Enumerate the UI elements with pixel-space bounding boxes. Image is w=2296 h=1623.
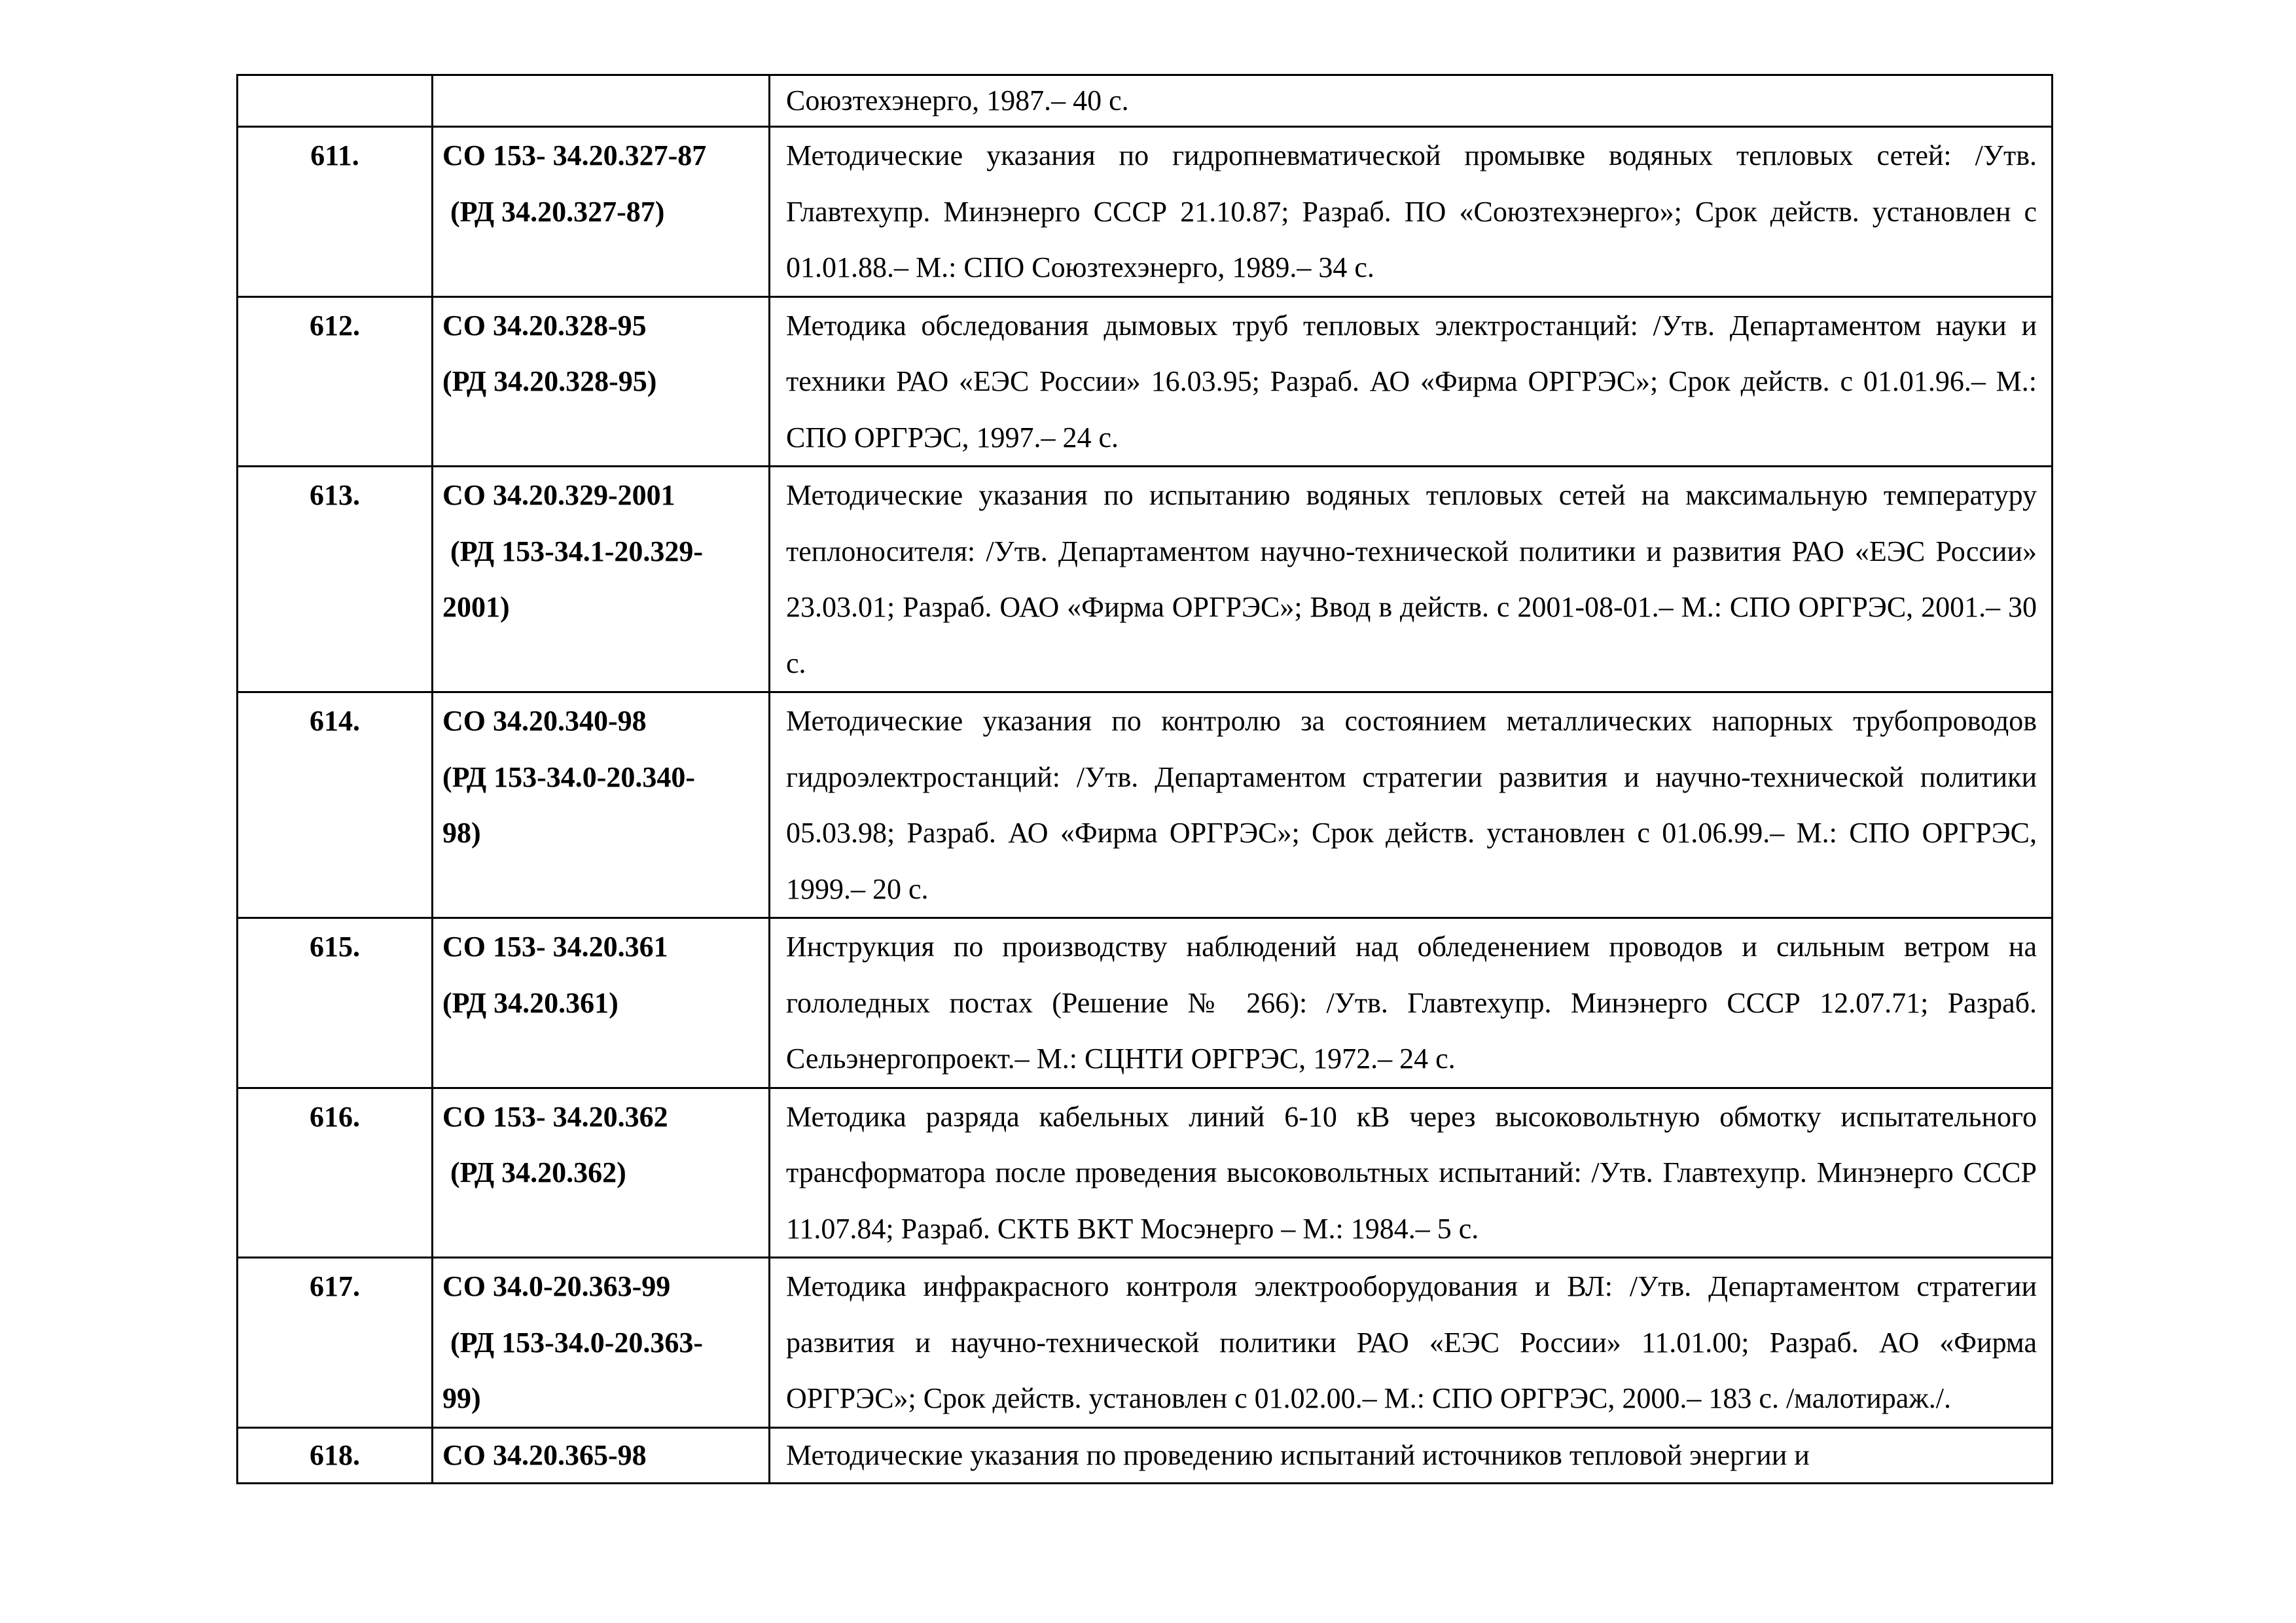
row-number: 612. — [238, 296, 433, 467]
code-line: СО 153- 34.20.361 — [442, 931, 668, 963]
document-description: Методика разряда кабельных линий 6-10 кВ через высоковольтную обмотку испытательного трансформатора после проведения высоковольтных испытаний: /Утв. Главтехупр. Минэнерго СССР 11.07.84; Разраб. СКТБ ВКТ Мосэнерго – М.: 1984.– 5 с. — [770, 1088, 2053, 1258]
table-row — [238, 467, 2053, 692]
table-row — [238, 1088, 2053, 1258]
document-code — [433, 1258, 770, 1428]
document-code — [433, 296, 770, 467]
code-line: СО 34.20.365-98 — [442, 1438, 647, 1471]
code-line: (РД 34.20.328-95) — [442, 365, 657, 397]
row-number: 611. — [238, 127, 433, 297]
document-description: Методика инфракрасного контроля электрооборудования и ВЛ: /Утв. Департаментом стратегии развития и научно-технической политики РАО «ЕЭС России» 11.01.00; Разраб. АО «Фирма ОРГРЭС»; Срок действ. установлен с 01.02.00.– М.: СПО ОРГРЭС, 2000.– 183 с. /малотираж./. — [770, 1258, 2053, 1428]
document-table — [236, 74, 2053, 1484]
document-code — [433, 1088, 770, 1258]
code-line: 2001) — [442, 591, 510, 623]
document-code — [433, 127, 770, 297]
table-row — [238, 127, 2053, 297]
row-number: 616. — [238, 1088, 433, 1258]
code-line: (РД 34.20.362) — [450, 1156, 626, 1188]
table-row — [238, 1258, 2053, 1428]
table-row — [238, 75, 2053, 127]
document-code — [433, 1427, 770, 1483]
code-line: СО 34.20.329-2001 — [442, 479, 675, 511]
row-number: 613. — [238, 467, 433, 692]
table-row — [238, 918, 2053, 1088]
code-line: (РД 153-34.0-20.340- — [442, 760, 696, 793]
table-row — [238, 692, 2053, 918]
document-code — [433, 467, 770, 692]
code-line: СО 34.20.328-95 — [442, 309, 647, 342]
row-number — [238, 75, 433, 127]
document-description: Методические указания по проведению испытаний источников тепловой энергии и — [770, 1427, 2053, 1483]
code-line: 99) — [442, 1382, 481, 1414]
document-code — [433, 692, 770, 918]
document-code — [433, 918, 770, 1088]
row-number: 618. — [238, 1427, 433, 1483]
code-line: СО 34.20.340-98 — [442, 705, 647, 737]
table-row — [238, 296, 2053, 467]
document-description: Методические указания по контролю за состоянием металлических напорных трубопроводов гидроэлектростанций: /Утв. Департаментом стратегии развития и научно-технической политики 05.03.98; Разраб. АО «Фирма ОРГРЭС»; Срок действ. установлен с 01.06.99.– М.: СПО ОРГРЭС, 1999.– 20 с. — [770, 692, 2053, 918]
code-line: 98) — [442, 817, 481, 849]
code-line: СО 34.0-20.363-99 — [442, 1270, 671, 1302]
code-line: (РД 153-34.0-20.363- — [450, 1326, 704, 1359]
table-row — [238, 1427, 2053, 1483]
code-line: СО 153- 34.20.327-87 — [442, 139, 707, 171]
document-description: Инструкция по производству наблюдений над обледенением проводов и сильным ветром на гололедных постах (Решение № 266): /Утв. Главтехупр. Минэнерго СССР 12.07.71; Разраб. Сельэнергопроект.– М.: СЦНТИ ОРГРЭС, 1972.– 24 с. — [770, 918, 2053, 1088]
row-number: 617. — [238, 1258, 433, 1428]
row-number: 614. — [238, 692, 433, 918]
document-description: Методические указания по испытанию водяных тепловых сетей на максимальную температуру теплоносителя: /Утв. Департаментом научно-технической политики и развития РАО «ЕЭС России» 23.03.01; Разраб. ОАО «Фирма ОРГРЭС»; Ввод в действ. с 2001-08-01.– М.: СПО ОРГРЭС, 2001.– 30 с. — [770, 467, 2053, 692]
code-line: (РД 34.20.327-87) — [450, 195, 665, 228]
document-description: Союзтехэнерго, 1987.– 40 с. — [770, 75, 2053, 127]
code-line: СО 153- 34.20.362 — [442, 1100, 668, 1133]
code-line: (РД 34.20.361) — [442, 986, 619, 1019]
code-line: (РД 153-34.1-20.329- — [450, 535, 704, 567]
document-description: Методические указания по гидропневматической промывке водяных тепловых сетей: /Утв. Главтехупр. Минэнерго СССР 21.10.87; Разраб. ПО «Союзтехэнерго»; Срок действ. установлен с 01.01.88.– М.: СПО Союзтехэнерго, 1989.– 34 с. — [770, 127, 2053, 297]
document-description: Методика обследования дымовых труб тепловых электростанций: /Утв. Департаментом науки и техники РАО «ЕЭС России» 16.03.95; Разраб. АО «Фирма ОРГРЭС»; Срок действ. с 01.01.96.– М.: СПО ОРГРЭС, 1997.– 24 с. — [770, 296, 2053, 467]
row-number: 615. — [238, 918, 433, 1088]
document-code — [433, 75, 770, 127]
